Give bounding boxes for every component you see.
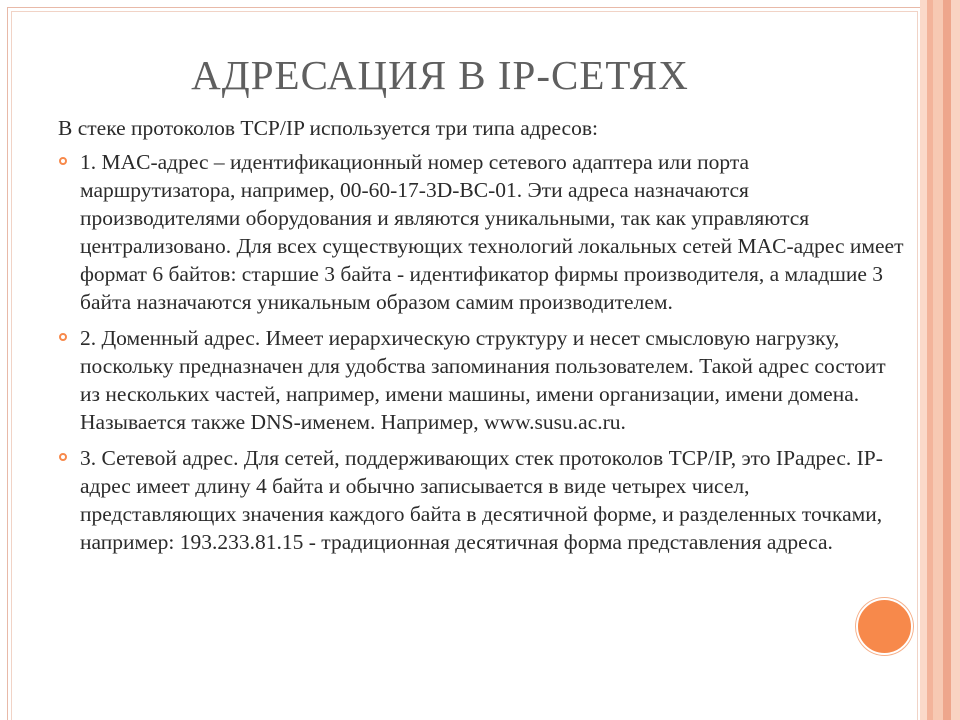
- stripe-4: [943, 0, 951, 720]
- list-item-text: 1. MAC-адрес – идентификационный номер сетевого адаптера или порта маршрутизатора, например, 00-60-17-3D-BC-01. Эти адреса назначаются производителями оборудования и являются уникальными, так как управляются централизовано. Для всех существующих технологий локальных сетей MAC-адрес имеет формат 6 байтов: старшие 3 байта - идентификатор фирмы производителя, а младшие 3 байта назначаются уникальным образом самим производителем.: [80, 150, 904, 314]
- list-item: [58, 324, 908, 436]
- list-item-text: 3. Сетевой адрес. Для сетей, поддерживающих стек протоколов TCP/IP, это IPадрес. IP-адрес имеет длину 4 байта и обычно записывается в виде четырех чисел, представляющих значения каждого байта в десятичной форме, и разделенных точками, например: 193.233.81.15 - традиционная десятичная форма представления адреса.: [80, 446, 883, 554]
- stripe-1: [920, 0, 927, 720]
- stripe-5: [951, 0, 960, 720]
- slide-body: [58, 114, 908, 564]
- list-item-text: 2. Доменный адрес. Имеет иерархическую структуру и несет смысловую нагрузку, поскольку предназначен для удобства запоминания пользователем. Такой адрес состоит из нескольких частей, например, имени машины, имени организации, имени домена. Называется также DNS-именем. Например, www.susu.ac.ru.: [80, 326, 886, 434]
- bullet-icon: [59, 333, 67, 341]
- bullet-icon: [59, 453, 67, 461]
- list-item: [58, 148, 908, 316]
- stripe-3: [933, 0, 943, 720]
- bullet-icon: [59, 157, 67, 165]
- decorative-circle: [856, 598, 913, 655]
- intro-text: В стеке протоколов TCP/IP используется три типа адресов:: [58, 116, 598, 140]
- slide-title: АДРЕСАЦИЯ В IP-СЕТЯХ: [191, 52, 689, 98]
- decorative-stripes: [920, 0, 960, 720]
- list-item: [58, 444, 908, 556]
